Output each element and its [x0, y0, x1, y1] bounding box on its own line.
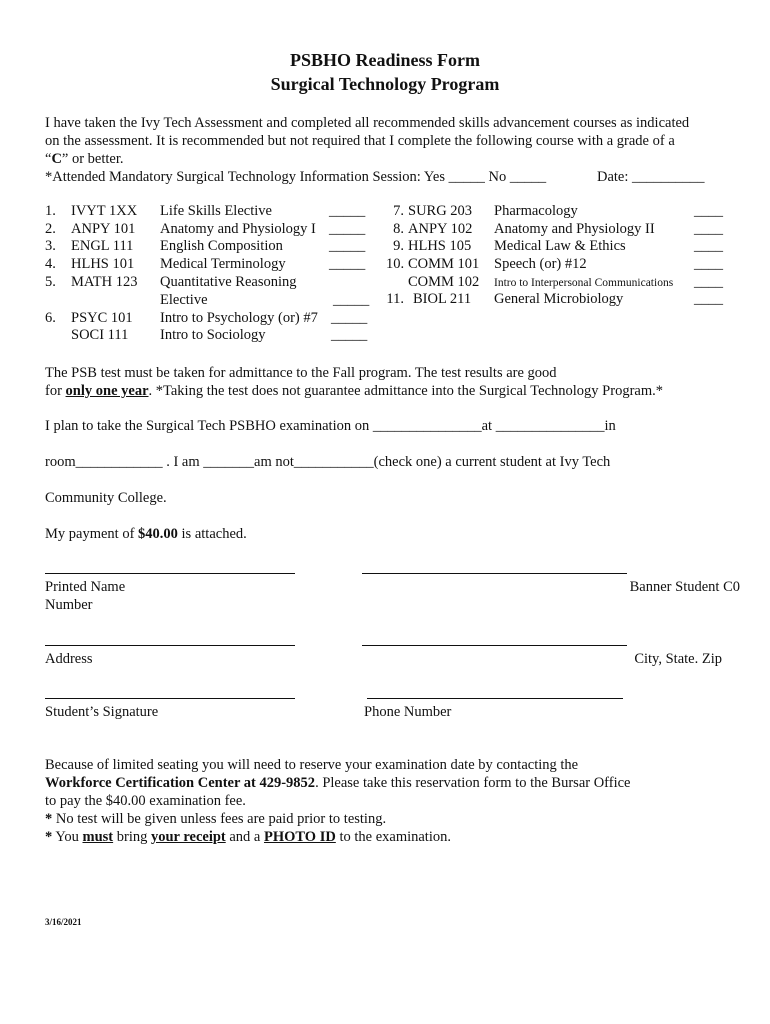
certification-center: Workforce Certification Center at 429-9852 — [45, 775, 316, 791]
form-subtitle: Surgical Technology Program — [270, 74, 500, 94]
date-field: Date: __________ — [597, 169, 705, 185]
must-emphasis: must — [82, 829, 114, 845]
banner-id-label: Banner Student C0 — [629, 579, 740, 595]
info-session-line: *Attended Mandatory Surgical Technology Information Session: Yes _____ No _____ — [45, 169, 547, 185]
city-state-zip-line[interactable] — [362, 645, 627, 646]
payment-line: My payment of $40.00 is attached. — [45, 526, 247, 542]
notice-line-2: Workforce Certification Center at 429-9852. Please take this reservation form to the Bursar Office — [45, 775, 631, 791]
receipt-emphasis: your receipt — [150, 829, 226, 845]
form-title: PSBHO Readiness Form — [289, 50, 480, 70]
revision-date: 3/16/2021 — [45, 917, 82, 927]
printed-name-line[interactable] — [45, 573, 295, 574]
phone-number-line[interactable] — [367, 698, 623, 699]
signature-line[interactable] — [45, 698, 295, 699]
notice-line-3: to pay the $40.00 examination fee. — [45, 793, 246, 809]
banner-id-line[interactable] — [362, 573, 627, 574]
intro-line-1: I have taken the Ivy Tech Assessment and completed all recommended skills advancement courses as indicated — [45, 115, 690, 131]
exam-plan-line: I plan to take the Surgical Tech PSBHO examination on _______________at _______________in — [45, 418, 616, 434]
room-student-line: room____________ . I am _______am not___________(check one) a current student at Ivy Tech — [45, 454, 611, 470]
student-signature-label: Student’s Signature — [45, 704, 159, 720]
photo-id-emphasis: PHOTO ID — [263, 829, 336, 845]
intro-line-3: “C” or better. — [45, 151, 124, 167]
number-label: Number — [45, 597, 93, 613]
address-label: Address — [45, 651, 93, 667]
intro-line-2: on the assessment. It is recommended but not required that I complete the following course with a grade of a — [45, 133, 675, 149]
payment-amount: $40.00 — [138, 526, 178, 542]
notice-line-5: * You must bring your receipt and a PHOTO ID to the examination. — [45, 829, 451, 845]
psb-line-1: The PSB test must be taken for admittance to the Fall program. The test results are good — [45, 365, 557, 381]
city-state-zip-label: City, State. Zip — [634, 651, 722, 667]
grade-c: C — [51, 151, 62, 167]
notice-line-4: * No test will be given unless fees are paid prior to testing. — [45, 811, 387, 827]
college-line: Community College. — [45, 490, 167, 506]
psb-line-2: for only one year. *Taking the test does not guarantee admittance into the Surgical Technology Program.* — [45, 383, 663, 399]
only-one-year: only one year — [65, 383, 149, 399]
address-line[interactable] — [45, 645, 295, 646]
notice-line-1: Because of limited seating you will need to reserve your examination date by contacting the — [45, 757, 579, 773]
printed-name-label: Printed Name — [45, 579, 126, 595]
phone-number-label: Phone Number — [364, 704, 452, 720]
